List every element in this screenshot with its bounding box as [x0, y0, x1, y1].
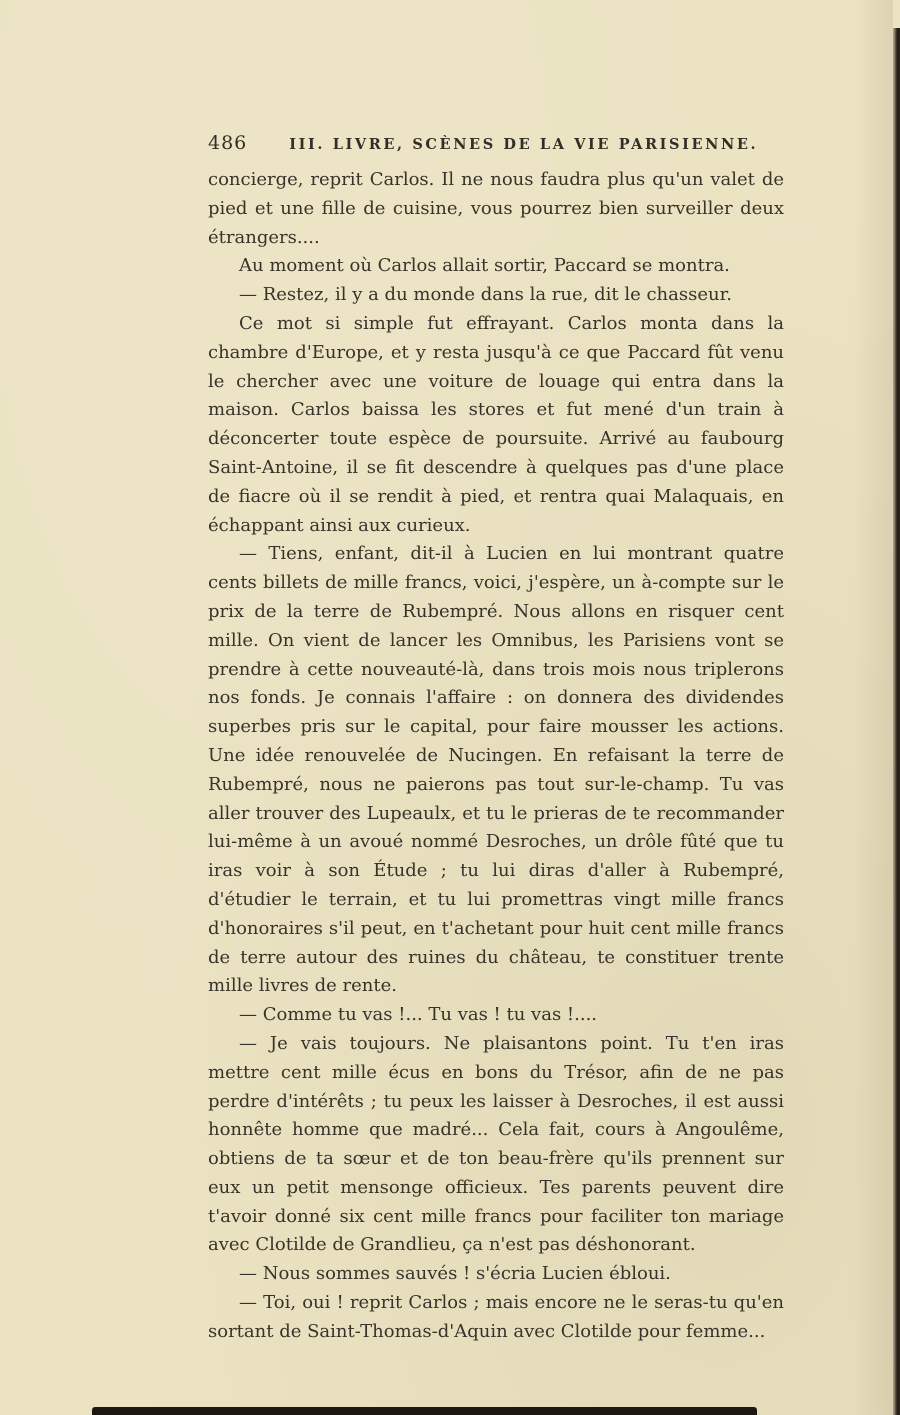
paragraph: — Je vais toujours. Ne plaisantons point. Tu t'en iras mettre cent mille écus en bons du Trésor, afin de ne pas perdre d'intérêts ; tu peux les laisser à Desroches, il est aussi honnête homme que madré... Cela fait, cours à Angoulême, obtiens de ta sœur et de ton beau-frère qu'ils prennent sur eux un petit mensonge officieux. Tes parents peuvent dire t'avoir donné six cent mille francs pour faciliter ton mariage avec Clotilde de Grandlieu, ça n'est pas déshonorant.: [208, 1032, 784, 1256]
page-gutter-shade: [853, 0, 893, 1415]
running-title: III. LIVRE, SCÈNES DE LA VIE PARISIENNE.: [289, 136, 759, 153]
scan-edge-bottom: [92, 1407, 757, 1415]
paragraph: — Tiens, enfant, dit-il à Lucien en lui montrant quatre cents billets de mille francs, voici, j'espère, un à-compte sur le prix de la terre de Rubempré. Nous allons en risquer cent mille. On vient de lancer les Omnibus, les Parisiens vont se prendre à cette nouveauté-là, dans trois mois nous triplerons nos fonds. Je connais l'affaire : on donnera des dividendes superbes pris sur le capital, pour faire mousser les actions. Une idée renouvelée de Nucingen. En refaisant la terre de Rubempré, nous ne paierons pas tout sur-le-champ. Tu vas aller trouver des Lupeaulx, et tu le prieras de te recommander lui-même à un avoué nommé Desroches, un drôle fûté que tu iras voir à son Étude ; tu lui diras d'aller à Rubempré, d'étudier le terrain, et tu lui promettras vingt mille francs d'honoraires s'il peut, en t'achetant pour huit cent mille francs de terre autour des ruines du château, te constituer trente mille livres de rente.: [208, 543, 784, 997]
paragraph: — Nous sommes sauvés ! s'écria Lucien ébloui.: [239, 1263, 671, 1285]
running-head: [208, 132, 784, 154]
text-block: [208, 166, 784, 1347]
paragraph: Au moment où Carlos allait sortir, Paccard se montra.: [239, 255, 730, 277]
paragraph: — Restez, il y a du monde dans la rue, dit le chasseur.: [239, 284, 732, 306]
paragraph: — Toi, oui ! reprit Carlos ; mais encore ne le seras-tu qu'en sortant de Saint-Thomas-d'Aquin avec Clotilde pour femme...: [208, 1292, 784, 1342]
page-number: 486: [208, 132, 248, 154]
paragraph: Ce mot si simple fut effrayant. Carlos monta dans la chambre d'Europe, et y resta jusqu'à ce que Paccard fût venu le chercher avec une voiture de louage qui entra dans la maison. Carlos baissa les stores et fut mené d'un train à déconcerter toute espèce de poursuite. Arrivé au faubourg Saint-Antoine, il se fit descendre à quelques pas d'une place de fiacre où il se rendit à pied, et rentra quai Malaquais, en échappant ainsi aux curieux.: [208, 312, 784, 536]
paragraph: concierge, reprit Carlos. Il ne nous faudra plus qu'un valet de pied et une fille de cuisine, vous pourrez bien surveiller deux étrangers....: [208, 169, 784, 248]
paragraph: — Comme tu vas !... Tu vas ! tu vas !....: [239, 1004, 598, 1026]
scan-edge-right: [893, 28, 900, 1415]
